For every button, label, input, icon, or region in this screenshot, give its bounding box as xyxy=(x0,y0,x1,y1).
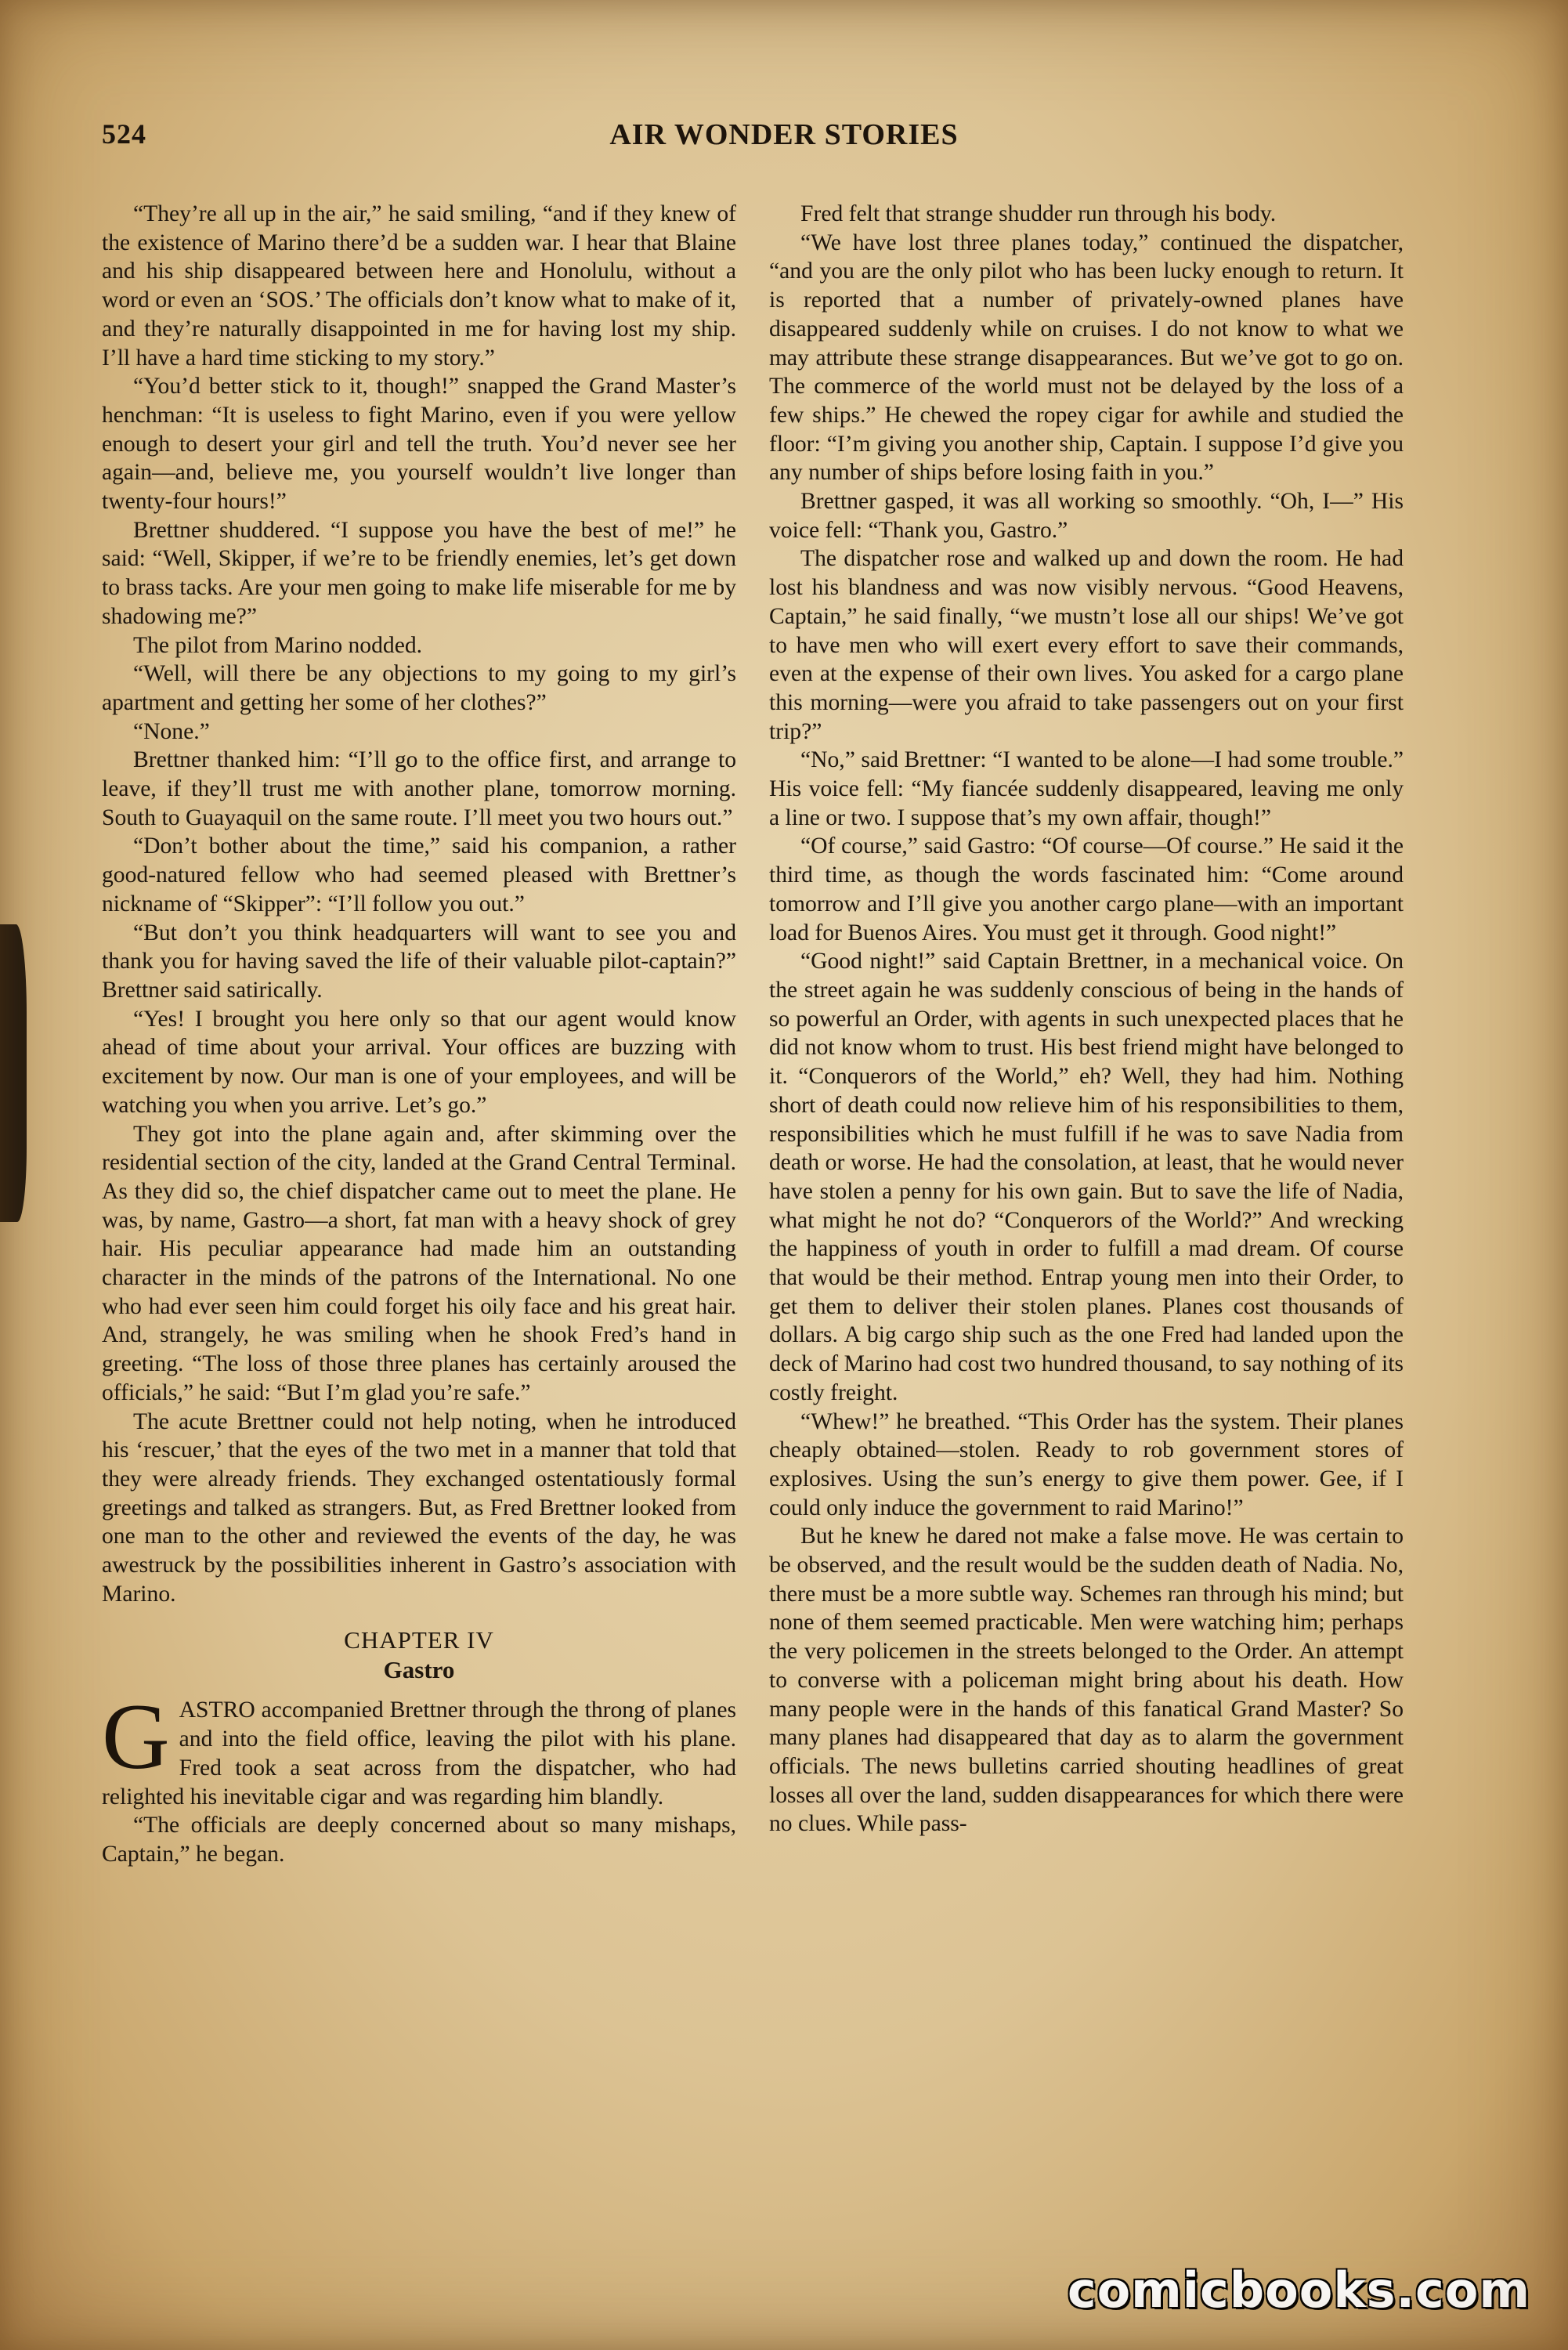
left-column xyxy=(102,200,736,2236)
paragraph: The dispatcher rose and walked up and down the room. He had lost his blandness and was now visibly nervous. “Good Heavens, Captain,” he said finally, “we mustn’t lose all our ships! We’ve got to have men who will exert every effort to save their commands, even at the expense of their own lives. You asked for a cargo plane this morning—were you afraid to take passengers out on your first trip?” xyxy=(769,546,1404,744)
drop-cap: G xyxy=(102,1684,170,1789)
magazine-title: AIR WONDER STORIES xyxy=(609,118,959,151)
paragraph: “Well, will there be any objections to my going to my girl’s apartment and getting her some of her clothes?” xyxy=(102,661,736,715)
paragraph: The pilot from Marino nodded. xyxy=(133,632,423,658)
paragraph: Brettner gasped, it was all working so smoothly. “Oh, I—” His voice fell: “Thank you, Gastro.” xyxy=(769,489,1404,543)
paragraph: “The officials are deeply concerned about so many mishaps, Captain,” he began. xyxy=(102,1813,736,1867)
page-number: 524 xyxy=(102,118,146,150)
torn-edge xyxy=(0,924,27,1222)
paragraph: “They’re all up in the air,” he said smiling, “and if they knew of the existence of Marino there’d be a sudden war. I hear that Blaine and his ship disappeared between here and Honolulu, without a word or even an ‘SOS.’ The officials don’t know what to make of it, and they’re naturally disappointed in me for having lost my ship. I’ll have a hard time sticking to my story.” xyxy=(102,201,736,371)
paragraph: “Yes! I brought you here only so that our agent would know ahead of time about your arrival. Your offices are buzzing with excitement by now. Our man is one of your employees, and will be watching you when you arrive. Let’s go.” xyxy=(102,1006,736,1118)
paragraph: “Don’t bother about the time,” said his companion, a rather good-natured fellow who had seemed pleased with Brettner’s nickname of “Skipper”: “I’ll follow you out.” xyxy=(102,833,736,916)
paragraph: Fred felt that strange shudder run through his body. xyxy=(800,201,1277,226)
paragraph: “Of course,” said Gastro: “Of course—Of course.” He said it the third time, as though the words fascinated him: “Come around tomorrow and I’ll give you another cargo plane—with an important load for Buenos Aires. You must get it through. Good night!” xyxy=(769,833,1404,945)
chapter-opening-text: ASTRO accompanied Brettner through the throng of planes and into the field office, leaving the pilot with his plane. Fred took a seat across from the dispatcher, who had relighted his inevitable cigar and was regarding him blandly. xyxy=(102,1697,736,1810)
paragraph: “None.” xyxy=(133,718,210,744)
page-header xyxy=(102,118,1466,157)
paragraph: The acute Brettner could not help noting, when he introduced his ‘rescuer,’ that the eyes of the two met in a manner that told that they were already friends. They exchanged ostentatiously formal greetings and talked as strangers. But, as Fred Brettner looked from one man to the other and reviewed the events of the day, he was awestruck by the possibilities inherent in Gastro’s association with Marino. xyxy=(102,1408,736,1607)
paragraph: “We have lost three planes today,” continued the dispatcher, “and you are the only pilot who has been lucky enough to return. It is reported that a number of privately-owned planes have disappeared suddenly while on cruises. I do not know to what we may attribute these strange disappearances. But we’ve got to go on. The commerce of the world must not be delayed by the loss of a few ships.” He chewed the ropey cigar for awhile and studied the floor: “I’m giving you another ship, Captain. I suppose I’d give you any number of ships before losing faith in you.” xyxy=(769,230,1404,486)
paragraph: Brettner thanked him: “I’ll go to the office first, and arrange to leave, if they’ll trust me with another plane, tomorrow morning. South to Guayaquil on the same route. I’ll meet you two hours out.” xyxy=(102,747,736,830)
paragraph: “No,” said Brettner: “I wanted to be alone—I had some trouble.” His voice fell: “My fiancée suddenly disappeared, leaving me only a line or two. I suppose that’s my own affair, though!” xyxy=(769,747,1404,830)
paragraph: “Whew!” he breathed. “This Order has the system. Their planes cheaply obtained—stolen. Ready to rob government stores of explosives. Using the sun’s energy to give them power. Gee, if I could only induce the government to raid Marino!” xyxy=(769,1408,1404,1520)
right-column xyxy=(769,200,1404,2236)
chapter-heading: CHAPTER IV xyxy=(344,1626,494,1654)
paragraph: “You’d better stick to it, though!” snapped the Grand Master’s henchman: “It is useless to fight Marino, even if you were yellow enough to desert your girl and tell the truth. You’d never see her again—and, believe me, you yourself wouldn’t live longer than twenty-four hours!” xyxy=(102,374,736,515)
paragraph: “But don’t you think headquarters will want to see you and thank you for having saved the life of their valuable pilot-captain?” Brettner said satirically. xyxy=(102,920,736,1003)
chapter-heading-block xyxy=(102,1625,736,1685)
paragraph: “Good night!” said Captain Brettner, in a mechanical voice. On the street again he was suddenly conscious of being in the hands of so powerful an Order, with agents in such unexpected places that he did not know whom to trust. His best friend might have belonged to it. “Conquerors of the World,” eh? Well, they had him. Nothing short of death could now relieve him of his responsibilities to them, responsibilities which he must fulfill if he was to save Nadia from death or worse. He had the consolation, at least, that he would never have stolen a penny for his own gain. But to save the life of Nadia, what might he not do? “Conquerors of the World?” And wrecking the happiness of youth in order to fulfill a mad dream. Of course that would be their method. Entrap young men into their Order, to get them to deliver their stolen planes. Planes cost thousands of dollars. A big cargo ship such as the one Fred had landed upon the deck of Marino had cost two hundred thousand, to say nothing of its costly freight. xyxy=(769,949,1404,1405)
paragraph: Brettner shuddered. “I suppose you have the best of me!” he said: “Well, Skipper, if we’re to be friendly enemies, let’s get down to brass tacks. Are your men going to make life miserable for me by shadowing me?” xyxy=(102,517,736,629)
chapter-title: Gastro xyxy=(383,1656,455,1684)
watermark: comicbooks.com xyxy=(1067,2261,1530,2319)
paragraph: But he knew he dared not make a false move. He was certain to be observed, and the result would be the sudden death of Nadia. No, there must be a more subtle way. Schemes ran through his mind; but none of them seemed practicable. Men were watching him; perhaps the very policemen in the streets belonged to the Order. An attempt to converse with a policeman might bring about his death. How many people were in the hands of this fanatical Grand Master? So many planes had disappeared that day as to alarm the government officials. The news bulletins carried shouting headlines of great losses all over the land, sudden disappearances for which there were no clues. While pass- xyxy=(769,1524,1404,1837)
paragraph: They got into the plane again and, after skimming over the residential section of the city, landed at the Grand Central Terminal. As they did so, the chief dispatcher came out to meet the plane. He was, by name, Gastro—a short, fat man with a heavy shock of grey hair. His peculiar appearance had made him an outstanding character in the minds of the patrons of the International. No one who had ever seen him could forget his oily face and his great hair. And, strangely, he was smiling when he shook Fred’s hand in greeting. “The loss of those three planes has certainly aroused the officials,” he said: “But I’m glad you’re safe.” xyxy=(102,1121,736,1405)
chapter-opening-paragraph xyxy=(102,1684,736,1811)
